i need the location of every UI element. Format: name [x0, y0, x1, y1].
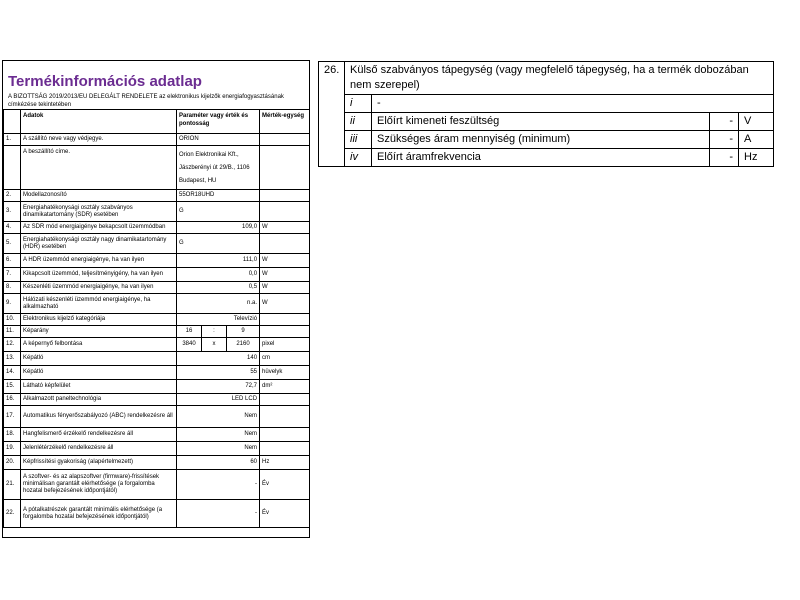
- row-label: Képátló: [21, 366, 177, 380]
- table-header-row: [4, 110, 310, 134]
- row-label: Látható képfelület: [21, 380, 177, 394]
- product-info-sheet: [2, 60, 310, 538]
- table-row: [319, 113, 774, 131]
- sheet-title: Termékinformációs adatlap: [8, 73, 202, 90]
- row-number: 17.: [4, 406, 21, 428]
- row-label: Az SDR mód energiaigénye bekapcsolt üzemmódban: [21, 222, 177, 234]
- row-number: 12.: [4, 338, 21, 352]
- row-index: iii: [345, 131, 372, 149]
- row-number: 8.: [4, 282, 21, 294]
- row-value: 60: [177, 456, 260, 470]
- row-value-a: 16: [177, 326, 202, 338]
- row-number: 2.: [4, 190, 21, 202]
- row-number: 14.: [4, 366, 21, 380]
- row-label: Jelenlétérzékelő rendelkezésre áll: [21, 442, 177, 456]
- table-row: [4, 352, 310, 366]
- row-unit: Év: [260, 500, 310, 528]
- row-unit: hüvelyk: [260, 366, 310, 380]
- table-row: [4, 394, 310, 406]
- row-index: i: [345, 95, 372, 113]
- row-value: Televízió: [177, 314, 260, 326]
- table-row: [4, 190, 310, 202]
- table-row: [4, 282, 310, 294]
- row-label: Kikapcsolt üzemmód, teljesítményigény, ha van ilyen: [21, 268, 177, 282]
- table-row: [4, 456, 310, 470]
- row-label: -: [372, 95, 774, 113]
- row-unit: W: [260, 268, 310, 282]
- section-heading: Külső szabványos tápegység (vagy megfelelő tápegység, ha a termék dobozában nem szerepel): [345, 62, 774, 95]
- header-data: Adatok: [21, 110, 177, 134]
- row-value: ORION: [177, 134, 260, 146]
- row-value: Nem: [177, 428, 260, 442]
- row-label: Hangfelismerő érzékelő rendelkezésre áll: [21, 428, 177, 442]
- row-value: 0,5: [177, 282, 260, 294]
- row-label: Előírt áramfrekvencia: [372, 149, 710, 167]
- power-supply-heading-row: [319, 62, 774, 95]
- table-row: [4, 500, 310, 528]
- row-value: n.a.: [177, 294, 260, 314]
- row-value-a: 3840: [177, 338, 202, 352]
- row-label: A beszállító címe.: [21, 146, 177, 190]
- power-supply-table: [318, 61, 774, 167]
- table-row: [4, 366, 310, 380]
- table-row: [4, 406, 310, 428]
- row-value: 109,0: [177, 222, 260, 234]
- row-value: 72,7: [177, 380, 260, 394]
- table-row: [4, 202, 310, 222]
- table-row: [4, 470, 310, 500]
- row-separator: :: [202, 326, 227, 338]
- row-label: Automatikus fényerőszabályozó (ABC) rendelkezésre áll: [21, 406, 177, 428]
- row-value: Nem: [177, 406, 260, 428]
- row-label: Szükséges áram mennyiség (minimum): [372, 131, 710, 149]
- row-label: Képátló: [21, 352, 177, 366]
- row-unit: W: [260, 254, 310, 268]
- row-unit: Hz: [260, 456, 310, 470]
- row-value: 0,0: [177, 268, 260, 282]
- table-row: [319, 149, 774, 167]
- row-value-b: 9: [227, 326, 260, 338]
- row-label: Előírt kimeneti feszültség: [372, 113, 710, 131]
- table-row: [4, 254, 310, 268]
- row-value: 55OR18UHD: [177, 190, 260, 202]
- row-label: A HDR üzemmód energiaigénye, ha van ilyen: [21, 254, 177, 268]
- row-index: ii: [345, 113, 372, 131]
- address-line: Jászberényi út 29/B., 1106: [179, 165, 250, 171]
- table-row: [4, 268, 310, 282]
- row-label: Energiahatékonysági osztály nagy dinamikatartomány (HDR) esetében: [21, 234, 177, 254]
- row-unit: W: [260, 294, 310, 314]
- table-row: [4, 294, 310, 314]
- row-label: A pótalkatrészek garantált minimális elérhetősége (a forgalomba hozatal befejezésének időpontjától): [21, 500, 177, 528]
- row-value: -: [710, 113, 739, 131]
- row-value: 140: [177, 352, 260, 366]
- row-unit: V: [739, 113, 774, 131]
- table-row: [319, 95, 774, 113]
- row-value: -: [710, 149, 739, 167]
- row-value-b: 2160: [227, 338, 260, 352]
- row-label: A szoftver- és az alapszoftver (firmware)-frissítések minimálisan garantált elérhetősége (a forgalomba hozatal befejezésének időpontjától): [21, 470, 177, 500]
- row-unit: cm: [260, 352, 310, 366]
- row-label: A képernyő felbontása: [21, 338, 177, 352]
- row-number: 7.: [4, 268, 21, 282]
- row-label: Készenléti üzemmód energiaigénye, ha van ilyen: [21, 282, 177, 294]
- header-param: Paraméter vagy érték és pontosság: [177, 110, 260, 134]
- row-unit: W: [260, 282, 310, 294]
- section-number: 26.: [319, 62, 345, 167]
- row-unit: Hz: [739, 149, 774, 167]
- row-unit: Év: [260, 470, 310, 500]
- table-row: [4, 442, 310, 456]
- row-separator: x: [202, 338, 227, 352]
- row-unit: pixel: [260, 338, 310, 352]
- table-row: [4, 428, 310, 442]
- row-number: 9.: [4, 294, 21, 314]
- row-number: 5.: [4, 234, 21, 254]
- sheet-subtitle: A BIZOTTSÁG 2019/2013/EU DELEGÁLT RENDELETE az elektronikus kijelzők energiafogyasztásának címkézése tekintetében: [8, 94, 284, 108]
- row-number: 22.: [4, 500, 21, 528]
- table-row: [4, 338, 310, 352]
- row-value: 111,0: [177, 254, 260, 268]
- row-value: 55: [177, 366, 260, 380]
- row-label: Hálózati készenléti üzemmód energiaigénye, ha alkalmazható: [21, 294, 177, 314]
- row-number: 4.: [4, 222, 21, 234]
- product-info-table: [3, 109, 310, 528]
- row-number: 21.: [4, 470, 21, 500]
- row-unit: W: [260, 222, 310, 234]
- table-row: [4, 146, 310, 190]
- row-number: 16.: [4, 394, 21, 406]
- row-unit: dm²: [260, 380, 310, 394]
- row-label: Alkalmazott paneltechnológia: [21, 394, 177, 406]
- row-number: 13.: [4, 352, 21, 366]
- table-row: [319, 131, 774, 149]
- table-row: [4, 314, 310, 326]
- row-label: Energiahatékonysági osztály szabványos dinamikatartomány (SDR) esetében: [21, 202, 177, 222]
- row-number: 6.: [4, 254, 21, 268]
- row-value: G: [177, 234, 260, 254]
- row-number: 11.: [4, 326, 21, 338]
- row-value: -: [177, 500, 260, 528]
- row-value: -: [710, 131, 739, 149]
- row-number: 20.: [4, 456, 21, 470]
- row-value: [177, 146, 260, 190]
- table-row: [4, 222, 310, 234]
- table-row: [4, 134, 310, 146]
- table-row: [4, 380, 310, 394]
- table-row: [4, 326, 310, 338]
- row-value: -: [177, 470, 260, 500]
- header-unit: Mérték-egység: [260, 110, 310, 134]
- row-value: Nem: [177, 442, 260, 456]
- row-label: Elektronikus kijelző kategóriája: [21, 314, 177, 326]
- row-number: 3.: [4, 202, 21, 222]
- row-number: 1.: [4, 134, 21, 146]
- row-label: Képarány: [21, 326, 177, 338]
- row-index: iv: [345, 149, 372, 167]
- row-number: 15.: [4, 380, 21, 394]
- row-number: 10.: [4, 314, 21, 326]
- row-label: Modellazonosító: [21, 190, 177, 202]
- row-value: LED LCD: [177, 394, 260, 406]
- row-label: A szállító neve vagy védjegye.: [21, 134, 177, 146]
- address-line: Budapest, HU: [179, 178, 217, 184]
- row-label: Képfrissítési gyakoriság (alapértelmezett): [21, 456, 177, 470]
- address-line: Orion Elektronikai Kft.,: [179, 152, 239, 158]
- row-number: 18.: [4, 428, 21, 442]
- row-number: 19.: [4, 442, 21, 456]
- row-unit: A: [739, 131, 774, 149]
- row-value: G: [177, 202, 260, 222]
- table-row: [4, 234, 310, 254]
